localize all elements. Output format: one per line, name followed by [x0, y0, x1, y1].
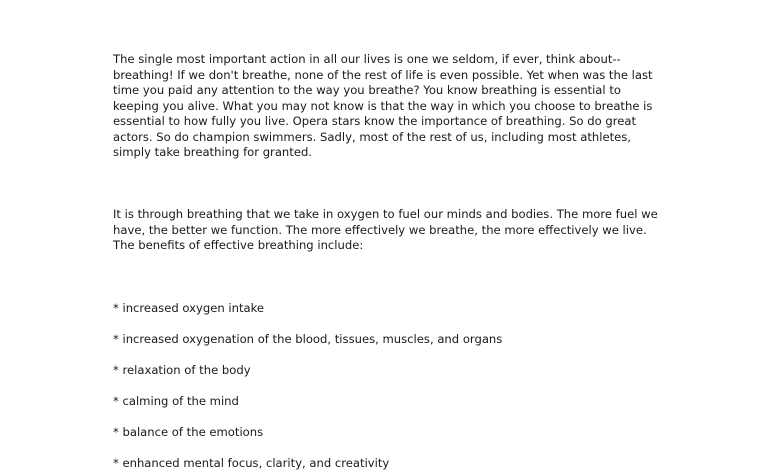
- text-line: breathing! If we don't breathe, none of the rest of life is even possible. Yet when was the last: [113, 67, 653, 82]
- text-line: actors. So do champion swimmers. Sadly, most of the rest of us, including most athletes,: [113, 129, 631, 144]
- text-line: time you paid any attention to the way you breathe? You know breathing is essential to: [113, 83, 621, 97]
- text-line: simply take breathing for granted.: [113, 145, 312, 159]
- list-item: * increased oxygen intake: [113, 301, 265, 315]
- list-item: * balance of the emotions: [113, 425, 264, 439]
- list-item: * calming of the mind: [113, 394, 239, 408]
- list-item: * enhanced mental focus, clarity, and creativity: [113, 456, 390, 470]
- text-line: The benefits of effective breathing include:: [113, 238, 364, 252]
- text-line: have, the better we function. The more effectively we breathe, the more effectively we live.: [113, 222, 647, 237]
- text-line: essential to how fully you live. Opera stars know the importance of breathing. So do great: [113, 114, 637, 128]
- list-item: * relaxation of the body: [113, 363, 251, 377]
- list-item: * increased oxygenation of the blood, tissues, muscles, and organs: [113, 332, 503, 346]
- paragraph-benefits-intro: [113, 207, 658, 254]
- text-line: It is through breathing that we take in oxygen to fuel our minds and bodies. The more fuel we: [113, 207, 658, 221]
- text-line: The single most important action in all our lives is one we seldom, if ever, think about--: [113, 52, 621, 66]
- paragraph-importance-of-breathing: [113, 52, 658, 161]
- text-line: keeping you alive. What you may not know is that the way in which you choose to breathe is: [113, 98, 653, 113]
